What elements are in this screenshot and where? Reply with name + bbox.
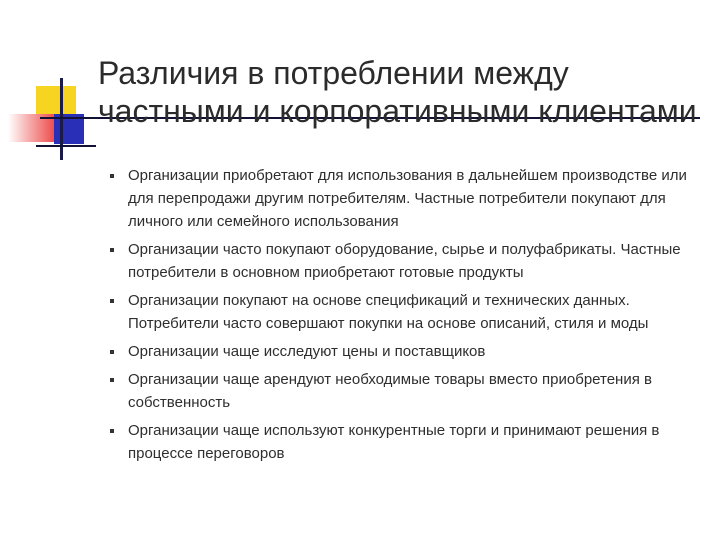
bullet-text: Организации чаще исследуют цены и поставщиков [128, 343, 486, 360]
bullet-marker-icon [110, 378, 114, 382]
bullet-text: Организации чаще арендуют необходимые товары вместо приобретения в собственность [128, 371, 652, 411]
decor-vertical-line [60, 78, 63, 160]
bullet-text: Организации приобретают для использования в дальнейшем производстве или для перепродажи другим потребителям. Частные потребители покупают для личного или семейного использования [128, 167, 687, 230]
bullet-text: Организации покупают на основе спецификаций и технических данных. Потребители часто совершают покупки на основе описаний, стиля и моды [128, 292, 649, 332]
bullet-text: Организации чаще используют конкурентные торги и принимают решения в процессе переговоров [128, 422, 660, 462]
bullet-marker-icon [110, 174, 114, 178]
bullet-text: Организации часто покупают оборудование, сырье и полуфабрикаты. Частные потребители в основном приобретают готовые продукты [128, 241, 681, 281]
bullet-item [112, 340, 708, 363]
bullet-item [112, 289, 708, 335]
bullet-item [112, 419, 708, 465]
decor-short-line [36, 145, 96, 147]
bullet-list [112, 164, 708, 470]
bullet-marker-icon [110, 299, 114, 303]
bullet-item [112, 238, 708, 284]
slide-title [98, 54, 708, 130]
bullet-item [112, 164, 708, 233]
bullet-marker-icon [110, 248, 114, 252]
bullet-marker-icon [110, 350, 114, 354]
slide-title-line-2: частными и корпоративными клиентами [98, 93, 697, 129]
slide-title-line-1: Различия в потреблении между [98, 55, 569, 91]
bullet-marker-icon [110, 429, 114, 433]
bullet-item [112, 368, 708, 414]
